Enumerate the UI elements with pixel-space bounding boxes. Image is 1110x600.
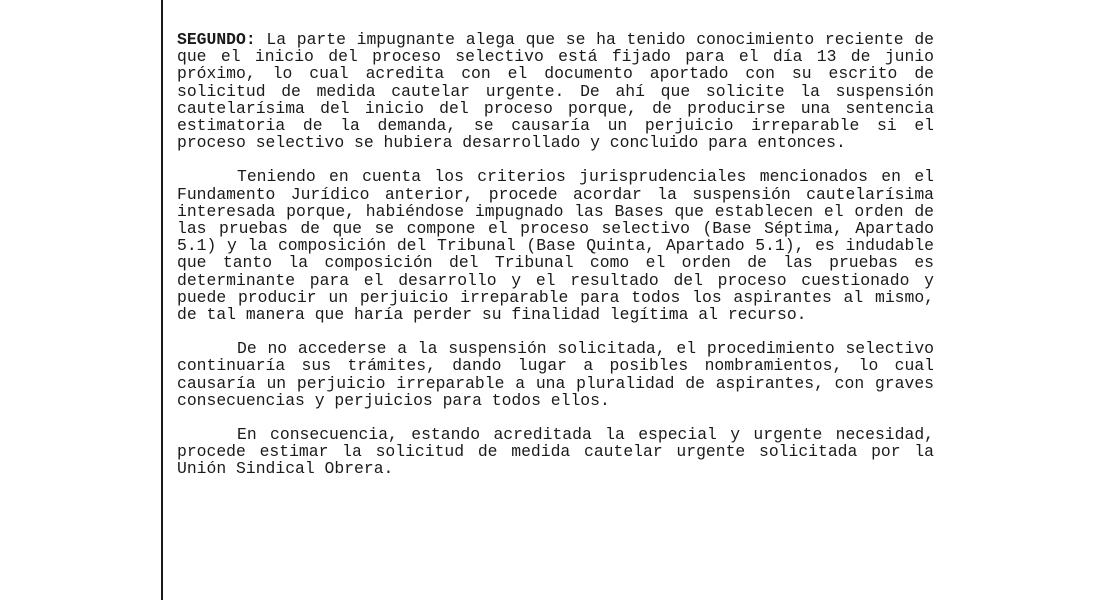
page-left-edge — [161, 0, 163, 600]
paragraph-4: En consecuencia, estando acreditada la especial y urgente necesidad, procede estimar la solicitud de medida cautelar urgente solicitada por la Unión Sindical Obrera. — [177, 425, 934, 479]
paragraph-1-text: La parte impugnante alega que se ha tenido conocimiento reciente de que el inicio del proceso selectivo está fijado para el día 13 de junio próximo, lo cual acredita con el documento aportado con su escrito de solicitud de medida cautelar urgente. De ahí que solicite la suspensión cautelarísima del inicio del proceso porque, de producirse una sentencia estimatoria de la demanda, se causaría un perjuicio irreparable si el proceso selectivo se hubiera desarrollado y concluido para entonces. — [177, 30, 934, 153]
section-heading: SEGUNDO: — [177, 30, 256, 49]
paragraph-segundo — [177, 31, 934, 151]
paragraph-3: De no accederse a la suspensión solicitada, el procedimiento selectivo continuaría sus trámites, dando lugar a posibles nombramientos, lo cual causaría un perjuicio irreparable a una pluralidad de aspirantes, con graves consecuencias y perjuicios para todos ellos. — [177, 339, 934, 410]
paragraph-2: Teniendo en cuenta los criterios jurisprudenciales mencionados en el Fundamento Jurídico anterior, procede acordar la suspensión cautelarísima interesada porque, habiéndose impugnado las Bases que establecen el orden de las pruebas de que se compone el proceso selectivo (Base Séptima, Apartado 5.1) y la composición del Tribunal (Base Quinta, Apartado 5.1), es indudable que tanto la composición del Tribunal como el orden de las pruebas es determinante para el desarrollo y el resultado del proceso cuestionado y puede producir un perjuicio irreparable para todos los aspirantes al mismo, de tal manera que haría perder su finalidad legítima al recurso. — [177, 167, 934, 325]
document-body — [177, 31, 934, 495]
